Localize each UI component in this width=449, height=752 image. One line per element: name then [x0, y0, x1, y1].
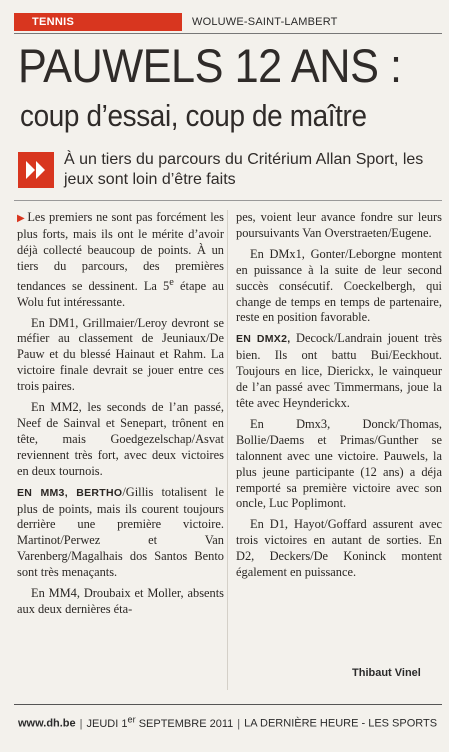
location-label: WOLUWE-SAINT-LAMBERT	[192, 16, 338, 28]
paragraph: pes, voient leur avance fondre sur leurs poursuivants Van Overstraeten/Eugene.	[236, 210, 442, 240]
superscript: e	[169, 276, 174, 288]
paragraph-runin: EN DMX2,	[236, 333, 291, 346]
byline: Thibaut Vinel	[352, 667, 421, 679]
page-footer	[18, 714, 442, 730]
section-header	[14, 13, 442, 31]
header-divider	[14, 33, 442, 34]
date-text: JEUDI 1	[86, 717, 128, 730]
paragraph-text: Decock/Landrain jouent très bien. Ils ont battu Bui/Eeckhout. Toujours en lice, Dierickx, le vainqueur de l’an passé avec Timmermans, joue la tête avec Heynderickx.	[236, 331, 443, 410]
footer-separator: |	[79, 717, 83, 730]
paragraph-runin: EN MM3, BERTHO	[17, 486, 123, 499]
headline: PAUWELS 12 ANS :	[18, 39, 402, 92]
publication-name: LA DERNIÈRE HEURE - LES SPORTS	[244, 717, 438, 730]
footer-separator: |	[237, 717, 241, 730]
footer-date	[86, 714, 234, 730]
double-arrow-icon	[18, 152, 54, 188]
paragraph: En DM1, Grillmaier/Leroy devront se méfier au classement de Jeuniaux/De Pauw et du blessé Hainaut et Rahm. La victoire finale devrait se jouer entre ces trois paires.	[17, 315, 224, 394]
article-column-left	[17, 210, 224, 623]
footer-divider	[14, 704, 442, 705]
site-logo: www.dh.be	[18, 717, 76, 730]
deck-text: À un tiers du parcours du Critérium Allan Sport, les jeux sont loin d’être faits	[64, 151, 424, 188]
paragraph-text: étape au Wolu fut intéressante.	[17, 278, 224, 309]
paragraph	[17, 485, 224, 581]
paragraph: En DMx1, Gonter/Leborgne montent en puissance à la suite de leur second succès consécutif. Coeckelbergh, qui change de temps en temps de partenaire, reste en position favorable.	[236, 246, 442, 325]
date-superscript: er	[127, 714, 136, 724]
subheadline: coup d’essai, coup de maître	[20, 98, 367, 133]
paragraph-text: /Gillis totalisent le plus de points, mais ils courent toujours derrière une première victoire. Martinot/Perwez et Van Varenberg/Magalhais dos Santos Bento sont très menaçants.	[17, 484, 224, 580]
section-tag: TENNIS	[14, 13, 182, 31]
deck-divider	[14, 200, 442, 201]
paragraph	[236, 331, 442, 412]
article-column-right	[236, 210, 442, 586]
paragraph	[17, 210, 224, 311]
paragraph-text: Les premiers ne sont pas forcément les plus forts, mais ils ont le mérite d’avoir déjà collecté beaucoup de points. À un tiers du parcours, des premières tendances se dessinent. La 5	[17, 210, 224, 293]
paragraph: En Dmx3, Donck/Thomas, Bollie/Daems et Primas/Gunther se talonnent avec une victoire. Pauwels, la plus jeune participante (12 ans) a déja remporté sa première victoire avec son oncle, Luc Poplimont.	[236, 416, 442, 511]
date-text: SEPTEMBRE 2011	[135, 717, 234, 730]
column-divider	[227, 210, 228, 690]
triangle-marker-icon: ▶	[17, 213, 26, 224]
paragraph: En MM4, Droubaix et Moller, absents aux deux dernières éta-	[17, 586, 224, 616]
paragraph: En D1, Hayot/Goffard assurent avec trois victoires en autant de sorties. En D2, Deckers/De Koninck montent également en puissance.	[236, 517, 442, 580]
paragraph: En MM2, les seconds de l’an passé, Neef de Sainval et Senepart, trônent en tête, mais Goedgezelschap/Asvat reviennent très fort, avec deux victoires en deux tournois.	[17, 400, 224, 478]
